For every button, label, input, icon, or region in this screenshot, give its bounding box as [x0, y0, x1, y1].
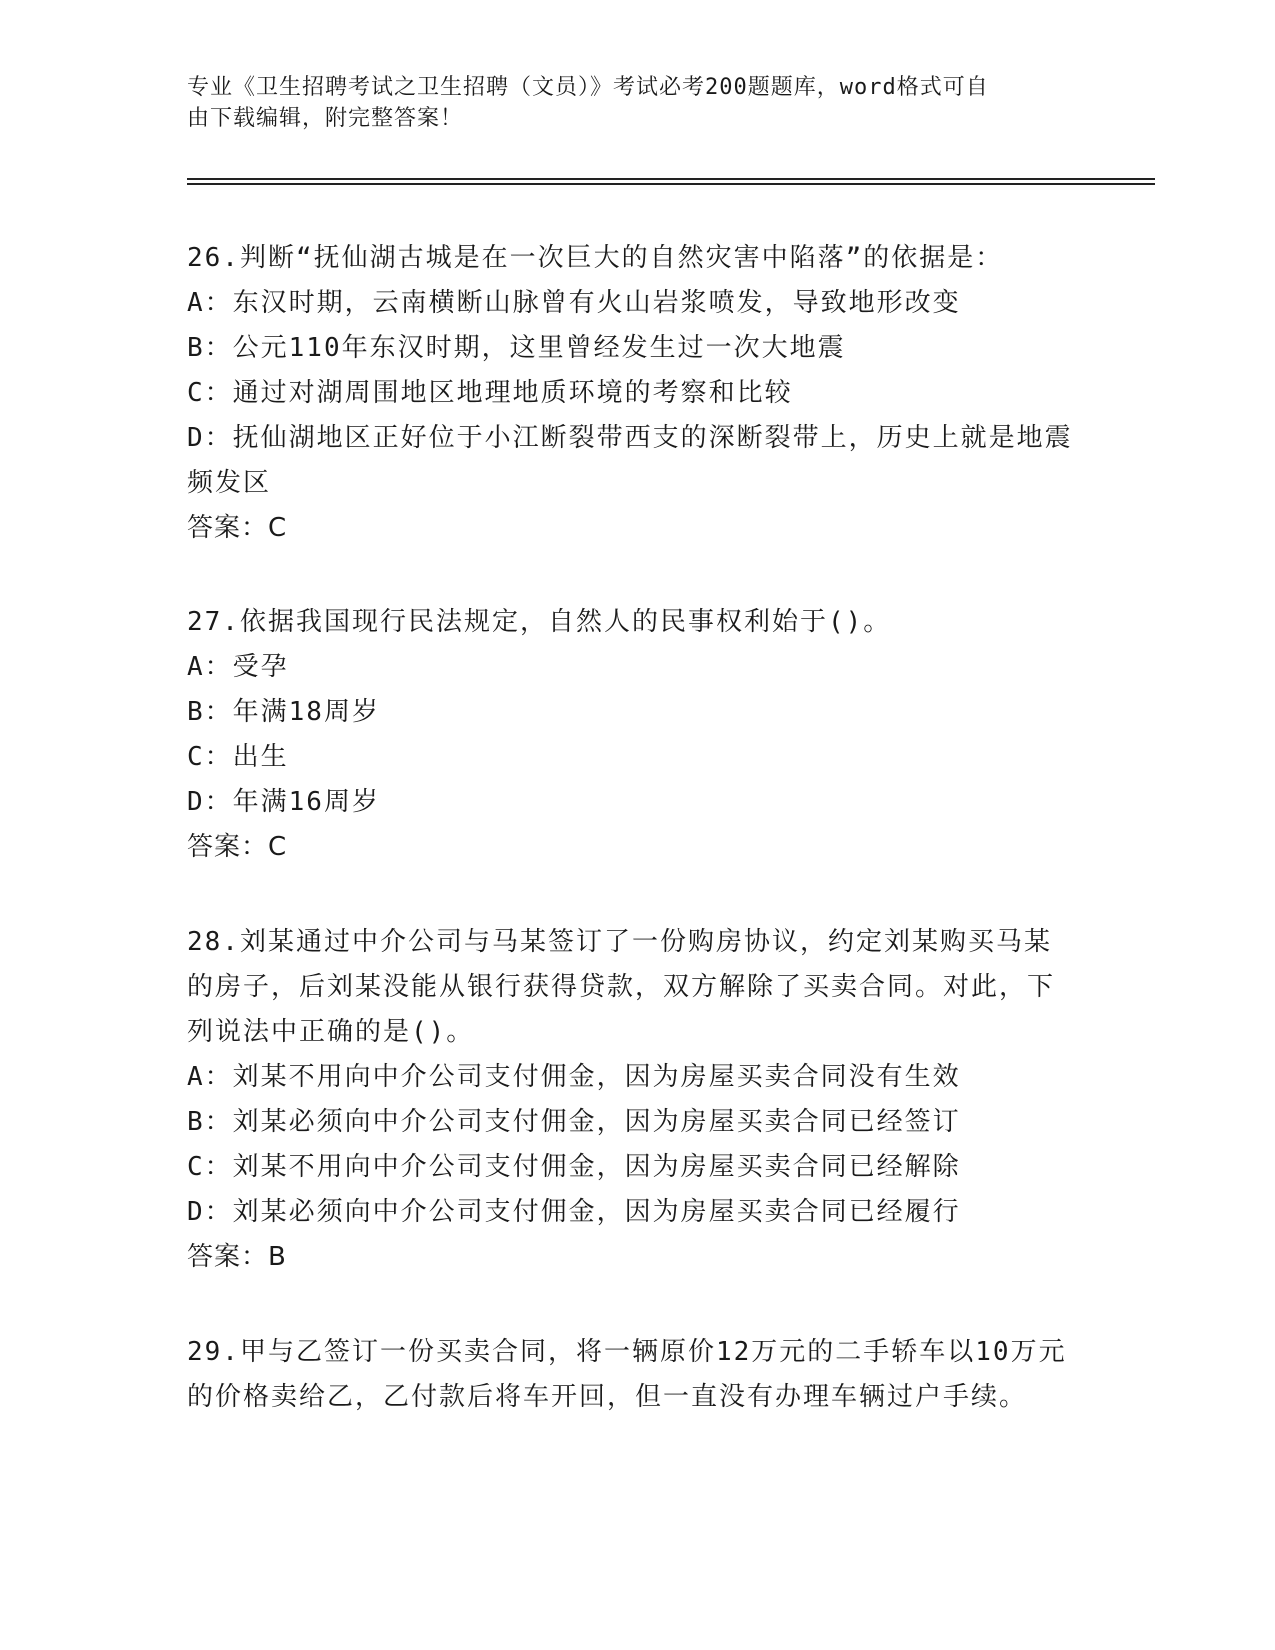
option-a: A：受孕 [187, 652, 289, 682]
question-26 [187, 236, 1077, 551]
question-text: 26.判断“抚仙湖古城是在一次巨大的自然灾害中陷落”的依据是： [187, 243, 1004, 273]
header-divider-top [187, 178, 1155, 180]
header-divider-bottom [187, 183, 1155, 185]
option-d: D：年满16周岁 [187, 787, 380, 817]
option-d: D：抚仙湖地区正好位于小江断裂带西支的深断裂带上，历史上就是地震频发区 [187, 423, 1073, 498]
option-d: D：刘某必须向中介公司支付佣金，因为房屋买卖合同已经履行 [187, 1197, 961, 1227]
question-29 [187, 1330, 1077, 1420]
option-b: B：刘某必须向中介公司支付佣金，因为房屋买卖合同已经签订 [187, 1107, 961, 1137]
option-b: B：公元110年东汉时期，这里曾经发生过一次大地震 [187, 333, 846, 363]
option-c: C：刘某不用向中介公司支付佣金，因为房屋买卖合同已经解除 [187, 1152, 961, 1182]
option-c: C：通过对湖周围地区地理地质环境的考察和比较 [187, 378, 793, 408]
document-header [187, 72, 1067, 134]
answer: 答案：B [187, 1242, 287, 1272]
option-a: A：东汉时期，云南横断山脉曾有火山岩浆喷发，导致地形改变 [187, 288, 961, 318]
option-c: C：出生 [187, 742, 289, 772]
question-text: 27.依据我国现行民法规定，自然人的民事权利始于()。 [187, 607, 892, 637]
option-b: B：年满18周岁 [187, 697, 380, 727]
header-line-1: 专业《卫生招聘考试之卫生招聘（文员）》考试必考200题题库，word格式可自 [187, 75, 989, 100]
question-text: 29.甲与乙签订一份买卖合同，将一辆原价12万元的二手轿车以10万元的价格卖给乙，乙付款后将车开回，但一直没有办理车辆过户手续。 [187, 1337, 1067, 1412]
answer: 答案：C [187, 513, 288, 543]
header-line-2: 由下载编辑，附完整答案！ [187, 106, 464, 131]
question-text: 28.刘某通过中介公司与马某签订了一份购房协议，约定刘某购买马某的房子，后刘某没能从银行获得贷款，双方解除了买卖合同。对此，下列说法中正确的是()。 [187, 927, 1056, 1047]
answer: 答案：C [187, 832, 288, 862]
question-27 [187, 600, 1077, 870]
option-a: A：刘某不用向中介公司支付佣金，因为房屋买卖合同没有生效 [187, 1062, 961, 1092]
question-28 [187, 920, 1077, 1280]
